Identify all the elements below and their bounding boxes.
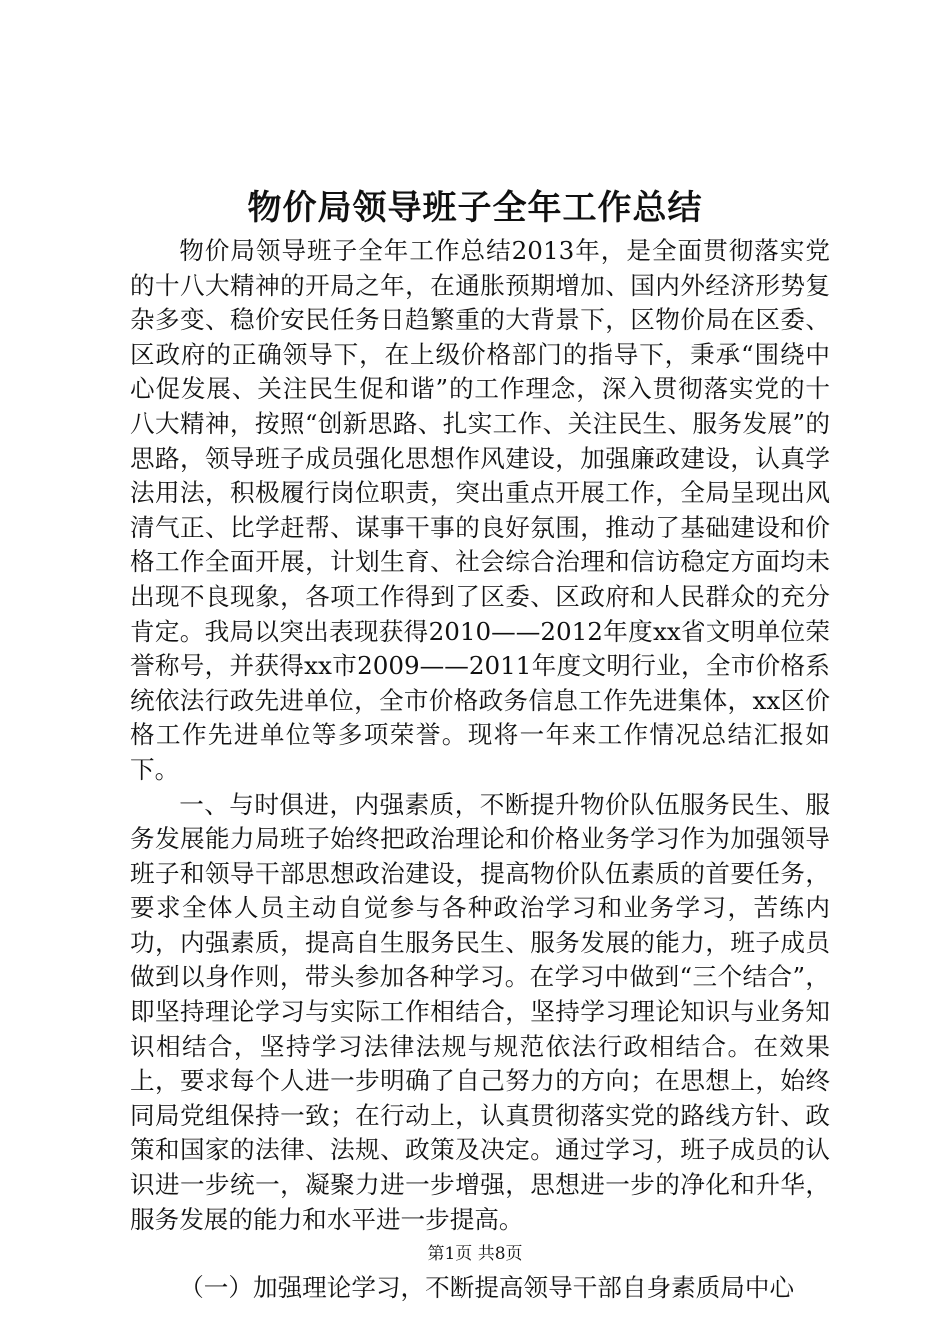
document-title: 物价局领导班子全年工作总结 [247, 188, 703, 228]
page-footer: 第1页 共8页 [427, 1244, 523, 1264]
paragraph-section-one: 一、与时俱进，内强素质，不断提升物价队伍服务民生、服务发展能力局班子始终把政治理论和价格业务学习作为加强领导班子和领导干部思想政治建设，提高物价队伍素质的首要任务，要求全体人员主动自觉参与各种政治学习和业务学习，苦练内功，内强素质，提高自生服务民生、服务发展的能力，班子成员做到以身作则，带头参加各种学习。在学习中做到“三个结合”，即坚持理论学习与实际工作相结合，坚持学习理论知识与业务知识相结合，坚持学习法律法规与规范依法行政相结合。在效果上，要求每个人进一步明确了自己努力的方向；在思想上，始终同局党组保持一致；在行动上，认真贯彻落实党的路线方针、政策和国家的法律、法规、政策及决定。通过学习，班子成员的认识进一步统一，凝聚力进一步增强，思想进一步的净化和升华，服务发展的能力和水平进一步提高。 [130, 789, 830, 1234]
paragraph-subsection-one: （一）加强理论学习，不断提高领导干部自身素质局中心 [179, 1273, 795, 1303]
document-body [130, 234, 830, 1306]
paragraph-intro: 物价局领导班子全年工作总结2013年，是全面贯彻落实党的十八大精神的开局之年，在通胀预期增加、国内外经济形势复杂多变、稳价安民任务日趋繁重的大背景下，区物价局在区委、区政府的正确领导下，在上级价格部门的指导下，秉承“围绕中心促发展、关注民生促和谐”的工作理念，深入贯彻落实党的十八大精神，按照“创新思路、扎实工作、关注民生、服务发展”的思路，领导班子成员强化思想作风建设，加强廉政建设，认真学法用法，积极履行岗位职责，突出重点开展工作，全局呈现出风清气正、比学赶帮、谋事干事的良好氛围，推动了基础建设和价格工作全面开展，计划生育、社会综合治理和信访稳定方面均未出现不良现象，各项工作得到了区委、区政府和人民群众的充分肯定。我局以突出表现获得2010——2012年度xx省文明单位荣誉称号，并获得xx市2009——2011年度文明行业，全市价格系统依法行政先进单位，全市价格政务信息工作先进集体，xx区价格工作先进单位等多项荣誉。现将一年来工作情况总结汇报如下。 [130, 236, 830, 784]
